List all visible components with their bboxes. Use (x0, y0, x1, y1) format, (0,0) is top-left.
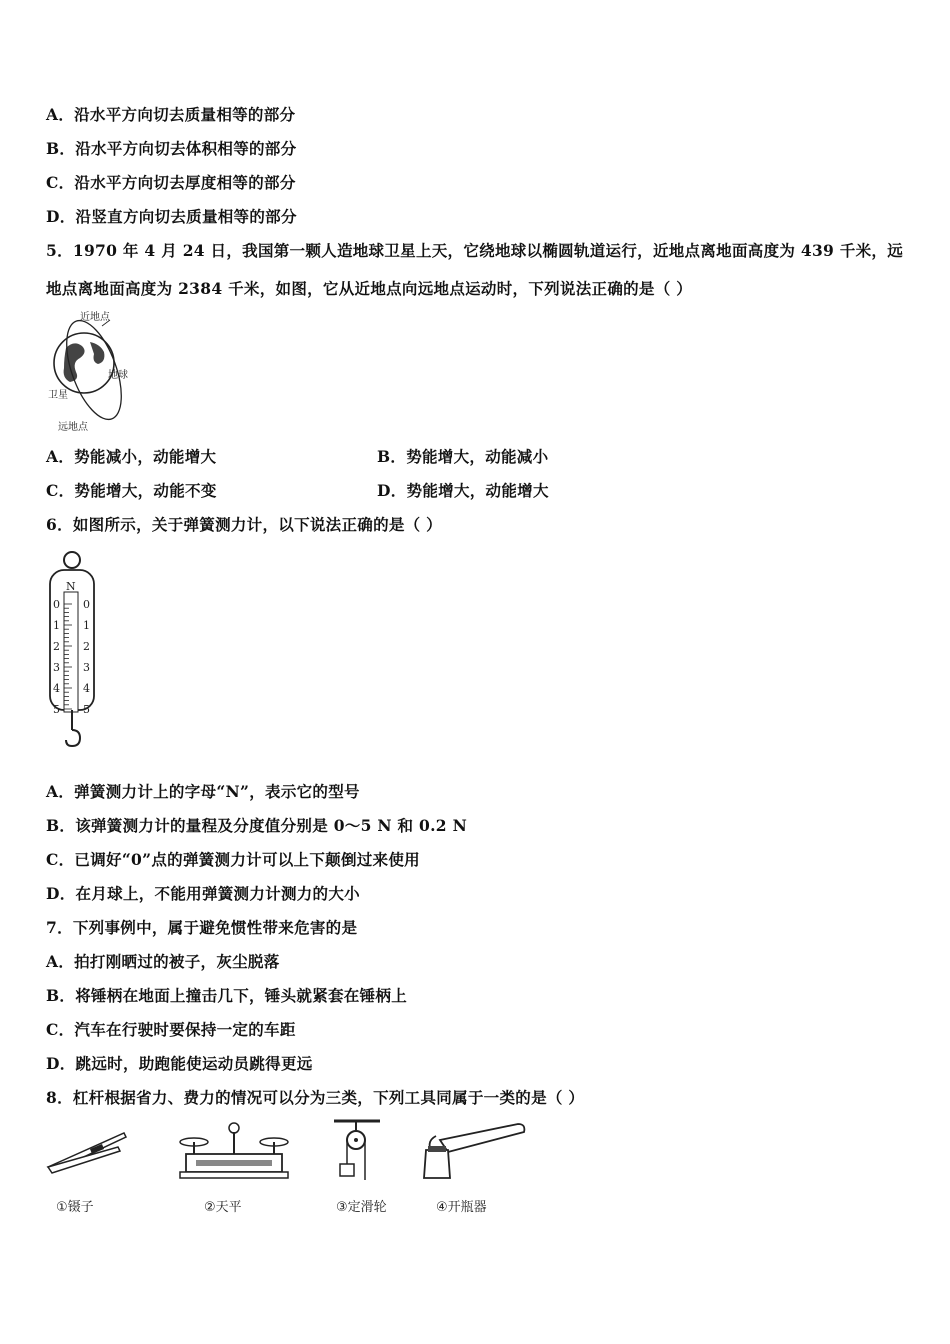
option-prev-c: C．沿水平方向切去厚度相等的部分 (46, 173, 296, 192)
bottle-cap (428, 1146, 446, 1152)
balance-figure (178, 1118, 290, 1188)
tick-label-r-2: 2 (83, 640, 90, 653)
fixed-pulley-figure (332, 1118, 382, 1188)
tool-label-pulley: ③定滑轮 (336, 1200, 387, 1215)
satellite-orbit-figure (44, 308, 154, 436)
bottle-opener-figure (418, 1118, 526, 1188)
beam-scale (196, 1160, 272, 1166)
option-prev-a: A．沿水平方向切去质量相等的部分 (46, 105, 296, 124)
q6-stem: 6．如图所示，关于弹簧测力计，以下说法正确的是（ ） (46, 515, 442, 534)
tick-label-l-1: 1 (53, 619, 60, 632)
q5-stem-line2: 地点离地面高度为 2384 千米，如图，它从近地点向远地点运动时，下列说法正确的是（ ） (46, 279, 693, 298)
tick-label-l-5: 5 (53, 703, 60, 716)
earth-label: 地球 (108, 370, 128, 381)
tick-label-r-0: 0 (83, 598, 90, 611)
hook (66, 730, 80, 746)
q5-option-c: C．势能增大，动能不变 (46, 481, 217, 500)
tool-label-tweezers: ①镊子 (56, 1200, 94, 1215)
tick-label-l-3: 3 (53, 661, 60, 674)
q6-option-a: A．弹簧测力计上的字母“N”，表示它的型号 (46, 782, 360, 801)
tool-label-balance: ②天平 (204, 1200, 242, 1215)
q6-option-b: B．该弹簧测力计的量程及分度值分别是 0～5 N 和 0.2 N (46, 816, 468, 835)
q5-option-a: A．势能减小，动能增大 (46, 447, 217, 466)
q6-option-c: C．已调好“0”点的弹簧测力计可以上下颠倒过来使用 (46, 850, 420, 869)
perigee-label: 近地点 (80, 312, 110, 323)
pointer-top (229, 1123, 239, 1133)
q7-stem: 7．下列事例中，属于避免惯性带来危害的是 (46, 918, 358, 937)
tick-label-l-2: 2 (53, 640, 60, 653)
q5-option-b: B．势能增大，动能减小 (377, 447, 549, 466)
apogee-label: 远地点 (58, 422, 88, 433)
unit-label: N (66, 580, 76, 593)
opener-handle (440, 1124, 524, 1152)
q5-option-d: D．势能增大，动能增大 (377, 481, 549, 500)
tick-label-r-5: 5 (83, 703, 90, 716)
q7-option-c: C．汽车在行驶时要保持一定的车距 (46, 1020, 296, 1039)
spring-scale-figure (44, 548, 104, 754)
balance-foot (180, 1172, 288, 1178)
q7-option-d: D．跳远时，助跑能使运动员跳得更远 (46, 1054, 313, 1073)
tool-label-opener: ④开瓶器 (436, 1200, 487, 1215)
option-prev-b: B．沿水平方向切去体积相等的部分 (46, 139, 297, 158)
tick-label-r-1: 1 (83, 619, 90, 632)
q7-option-a: A．拍打刚晒过的被子，灰尘脱落 (46, 952, 280, 971)
tick-label-l-0: 0 (53, 598, 60, 611)
option-prev-d: D．沿竖直方向切去质量相等的部分 (46, 207, 297, 226)
scale-slot (64, 592, 78, 712)
tick-label-r-3: 3 (83, 661, 90, 674)
pulley-axle (354, 1138, 358, 1142)
bottle-neck (424, 1150, 450, 1178)
weight-block (340, 1164, 354, 1176)
q5-stem-line1: 5．1970 年 4 月 24 日，我国第一颗人造地球卫星上天，它绕地球以椭圆轨道运行，近地点离地面高度为 439 千米，远 (46, 241, 904, 260)
tweezers-figure (44, 1125, 128, 1185)
tick-label-r-4: 4 (83, 682, 90, 695)
q6-option-d: D．在月球上，不能用弹簧测力计测力的大小 (46, 884, 360, 903)
satellite-label: 卫星 (48, 390, 68, 401)
q7-option-b: B．将锤柄在地面上撞击几下，锤头就紧套在锤柄上 (46, 986, 408, 1005)
q8-stem: 8．杠杆根据省力、费力的情况可以分为三类，下列工具同属于一类的是（ ） (46, 1088, 585, 1107)
top-ring (64, 552, 80, 568)
tick-label-l-4: 4 (53, 682, 60, 695)
